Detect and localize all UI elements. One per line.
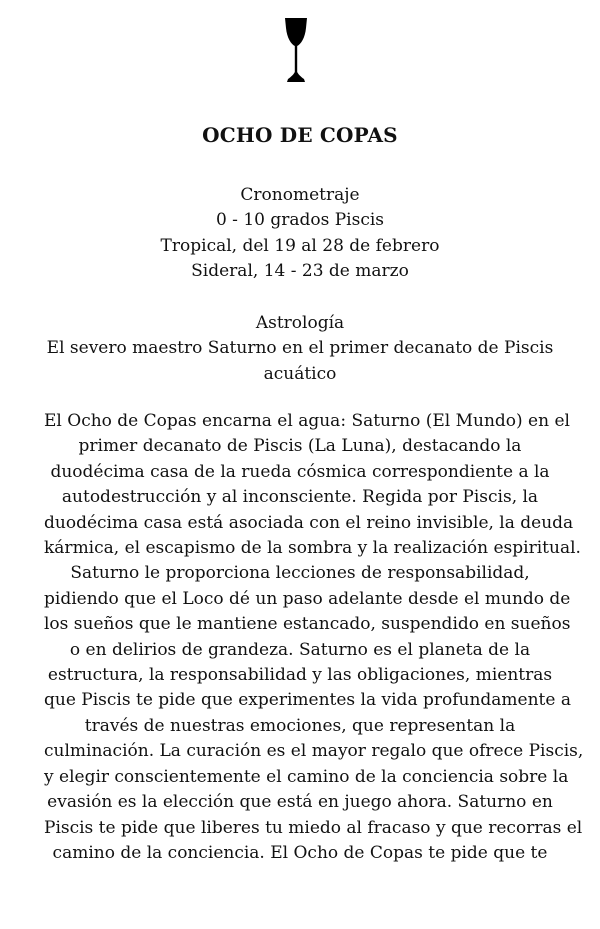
timing-heading: Cronometraje (240, 185, 360, 205)
body-line: través de nuestras emociones, que representan la (84, 715, 516, 736)
body-line: primer decanato de Piscis (La Luna), destacando la (78, 436, 522, 457)
body-line: duodécima casa está asociada con el reino invisible, la deuda (44, 512, 574, 533)
body-line: evasión es la elección que está en juego ahora. Saturno en (47, 792, 553, 813)
timing-degrees: 0 - 10 grados Piscis (215, 210, 385, 231)
timing-tropical: Tropical, del 19 al 28 de febrero (160, 235, 440, 256)
timing-sidereal: Sideral, 14 - 23 de marzo (191, 260, 409, 281)
body-line: pidiendo que el Loco dé un paso adelante desde el mundo de (44, 588, 571, 609)
body-line: El Ocho de Copas encarna el agua: Saturno (El Mundo) en el (44, 411, 570, 431)
body-line: duodécima casa de la rueda cósmica correspondiente a la (50, 461, 550, 482)
body-line: kármica, el escapismo de la sombra y la realización espiritual. (44, 538, 581, 559)
astrology-section (40, 311, 560, 387)
astrology-line: acuático (263, 363, 337, 384)
body-line: culminación. La curación es el mayor regalo que ofrece Piscis, (44, 741, 584, 762)
body-line: autodestrucción y al inconsciente. Regida por Piscis, la (61, 487, 539, 508)
astrology-heading: Astrología (255, 313, 345, 333)
body-line: que Piscis te pide que experimentes la vida profundamente a (44, 690, 571, 711)
page-title: OCHO DE COPAS (202, 123, 398, 147)
body-line: los sueños que le mantiene estancado, suspendido en sueños (44, 614, 571, 635)
body-line: y elegir conscientemente el camino de la conciencia sobre la (44, 766, 569, 787)
body-line: Saturno le proporciona lecciones de responsabilidad, (70, 563, 530, 584)
astrology-line: El severo maestro Saturno en el primer decanato de Piscis (46, 338, 554, 359)
chalice-icon (283, 16, 309, 84)
body-paragraph (44, 409, 584, 866)
body-line: camino de la conciencia. El Ocho de Copas te pide que te (52, 842, 548, 863)
body-line: o en delirios de grandeza. Saturno es el planeta de la (69, 639, 531, 660)
timing-section (40, 183, 560, 284)
body-line: Piscis te pide que liberes tu miedo al fracaso y que recorras el (44, 817, 583, 838)
body-line: estructura, la responsabilidad y las obligaciones, mientras (47, 665, 553, 686)
